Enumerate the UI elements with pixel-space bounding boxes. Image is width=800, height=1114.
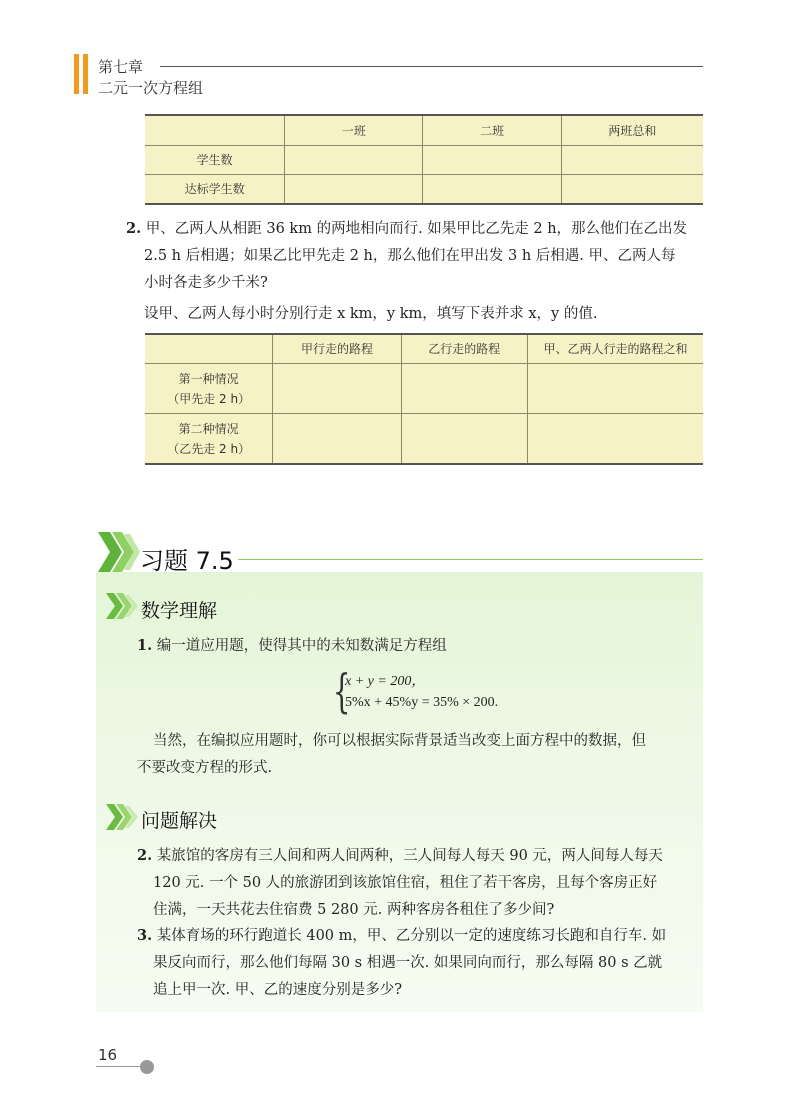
note-text: 当然，在编拟应用题时，你可以根据实际背景适当改变上面方程中的数据，但 bbox=[153, 733, 646, 749]
exercise-1 bbox=[137, 632, 707, 660]
exercise-1-note bbox=[137, 728, 713, 782]
problem-2 bbox=[126, 215, 716, 328]
table-row-label: 达标学生数 bbox=[145, 174, 285, 204]
problem-number: 1. bbox=[137, 637, 153, 654]
table-cell bbox=[273, 413, 401, 464]
chapter-label: 第七章 bbox=[98, 58, 144, 76]
table-cell bbox=[273, 363, 401, 413]
problem-text: 120 元. 一个 50 人的旅游团到该旅馆住宿，租住了若干客房，且每个客房正好 bbox=[153, 875, 658, 891]
problem-text: 2.5 h 后相遇；如果乙比甲先走 2 h，那么他们在甲出发 3 h 后相遇. 甲、乙两人每 bbox=[144, 248, 676, 264]
table-header-cell: 乙行走的路程 bbox=[401, 334, 527, 363]
chevron-arrows-icon bbox=[104, 802, 138, 832]
table-cell bbox=[401, 413, 527, 464]
table-cell bbox=[527, 363, 703, 413]
row-label-sub: （乙先走 2 h） bbox=[167, 441, 251, 456]
equation-1: x + y = 200， bbox=[345, 674, 426, 689]
table-cell bbox=[285, 145, 423, 174]
problem-number: 2. bbox=[137, 847, 153, 864]
table-cell bbox=[561, 174, 703, 204]
exercise-title: 习题 7.5 bbox=[140, 547, 234, 575]
row-label-main: 第二种情况 bbox=[178, 421, 239, 436]
equation-2: 5%x + 45%y = 35% × 200. bbox=[345, 695, 499, 710]
table-cell bbox=[285, 174, 423, 204]
table-row-label: 学生数 bbox=[145, 145, 285, 174]
exercise-rule bbox=[238, 559, 703, 560]
page-dot-icon bbox=[140, 1060, 154, 1074]
table-cell bbox=[527, 413, 703, 464]
exercise-2 bbox=[137, 842, 707, 924]
chapter-marker bbox=[74, 54, 79, 94]
table-header-cell bbox=[145, 115, 285, 145]
table-cell bbox=[423, 145, 561, 174]
table-cell bbox=[423, 174, 561, 204]
footer-rule bbox=[96, 1066, 146, 1067]
problem-number: 2. bbox=[126, 220, 142, 237]
table-cell bbox=[561, 145, 703, 174]
brace-symbol: { bbox=[332, 664, 351, 718]
table-header-cell: 二班 bbox=[423, 115, 561, 145]
problem-text: 编一道应用题，使得其中的未知数满足方程组 bbox=[156, 638, 447, 654]
distance-table bbox=[145, 333, 703, 465]
problem-text: 果反向而行，那么他们每隔 30 s 相遇一次. 如果同向而行，那么每隔 80 s 乙就 bbox=[153, 955, 663, 971]
table-row-label bbox=[145, 413, 273, 464]
problem-instruction: 设甲、乙两人每小时分别行走 x km，y km，填写下表并求 x，y 的值. bbox=[144, 306, 598, 322]
table-header-cell: 甲、乙两人行走的路程之和 bbox=[527, 334, 703, 363]
problem-text: 追上甲一次. 甲、乙的速度分别是多少? bbox=[153, 982, 402, 998]
page-number: 16 bbox=[98, 1046, 118, 1064]
section-heading-math: 数学理解 bbox=[141, 600, 218, 622]
chevron-arrows-icon bbox=[104, 591, 138, 621]
note-text: 不要改变方程的形式. bbox=[137, 760, 273, 776]
problem-text: 某旅馆的客房有三人间和两人间两种，三人间每人每天 90 元，两人间每人每天 bbox=[156, 848, 663, 864]
problem-text: 住满，一天共花去住宿费 5 280 元. 两种客房各租住了多少间? bbox=[153, 902, 555, 918]
chapter-title: 二元一次方程组 bbox=[98, 79, 204, 97]
table-header-cell: 一班 bbox=[285, 115, 423, 145]
exercise-3 bbox=[137, 922, 707, 1004]
problem-text: 小时各走多少千米? bbox=[144, 275, 268, 291]
row-label-main: 第一种情况 bbox=[178, 371, 239, 386]
problem-text: 某体育场的环行跑道长 400 m，甲、乙分别以一定的速度练习长跑和自行车. 如 bbox=[156, 928, 667, 944]
table-header-cell: 甲行走的路程 bbox=[273, 334, 401, 363]
chevron-arrows-icon bbox=[96, 530, 140, 574]
problem-number: 3. bbox=[137, 927, 153, 944]
table-header-cell: 两班总和 bbox=[561, 115, 703, 145]
section-heading-problem: 问题解决 bbox=[141, 810, 218, 832]
chapter-marker bbox=[83, 54, 88, 94]
table-row-label bbox=[145, 363, 273, 413]
table-cell bbox=[401, 363, 527, 413]
class-table bbox=[145, 114, 703, 205]
header-rule bbox=[160, 66, 703, 67]
table-header-cell bbox=[145, 334, 273, 363]
problem-text: 甲、乙两人从相距 36 km 的两地相向而行. 如果甲比乙先走 2 h，那么他们在乙出发 bbox=[145, 221, 688, 237]
row-label-sub: （甲先走 2 h） bbox=[167, 391, 251, 406]
